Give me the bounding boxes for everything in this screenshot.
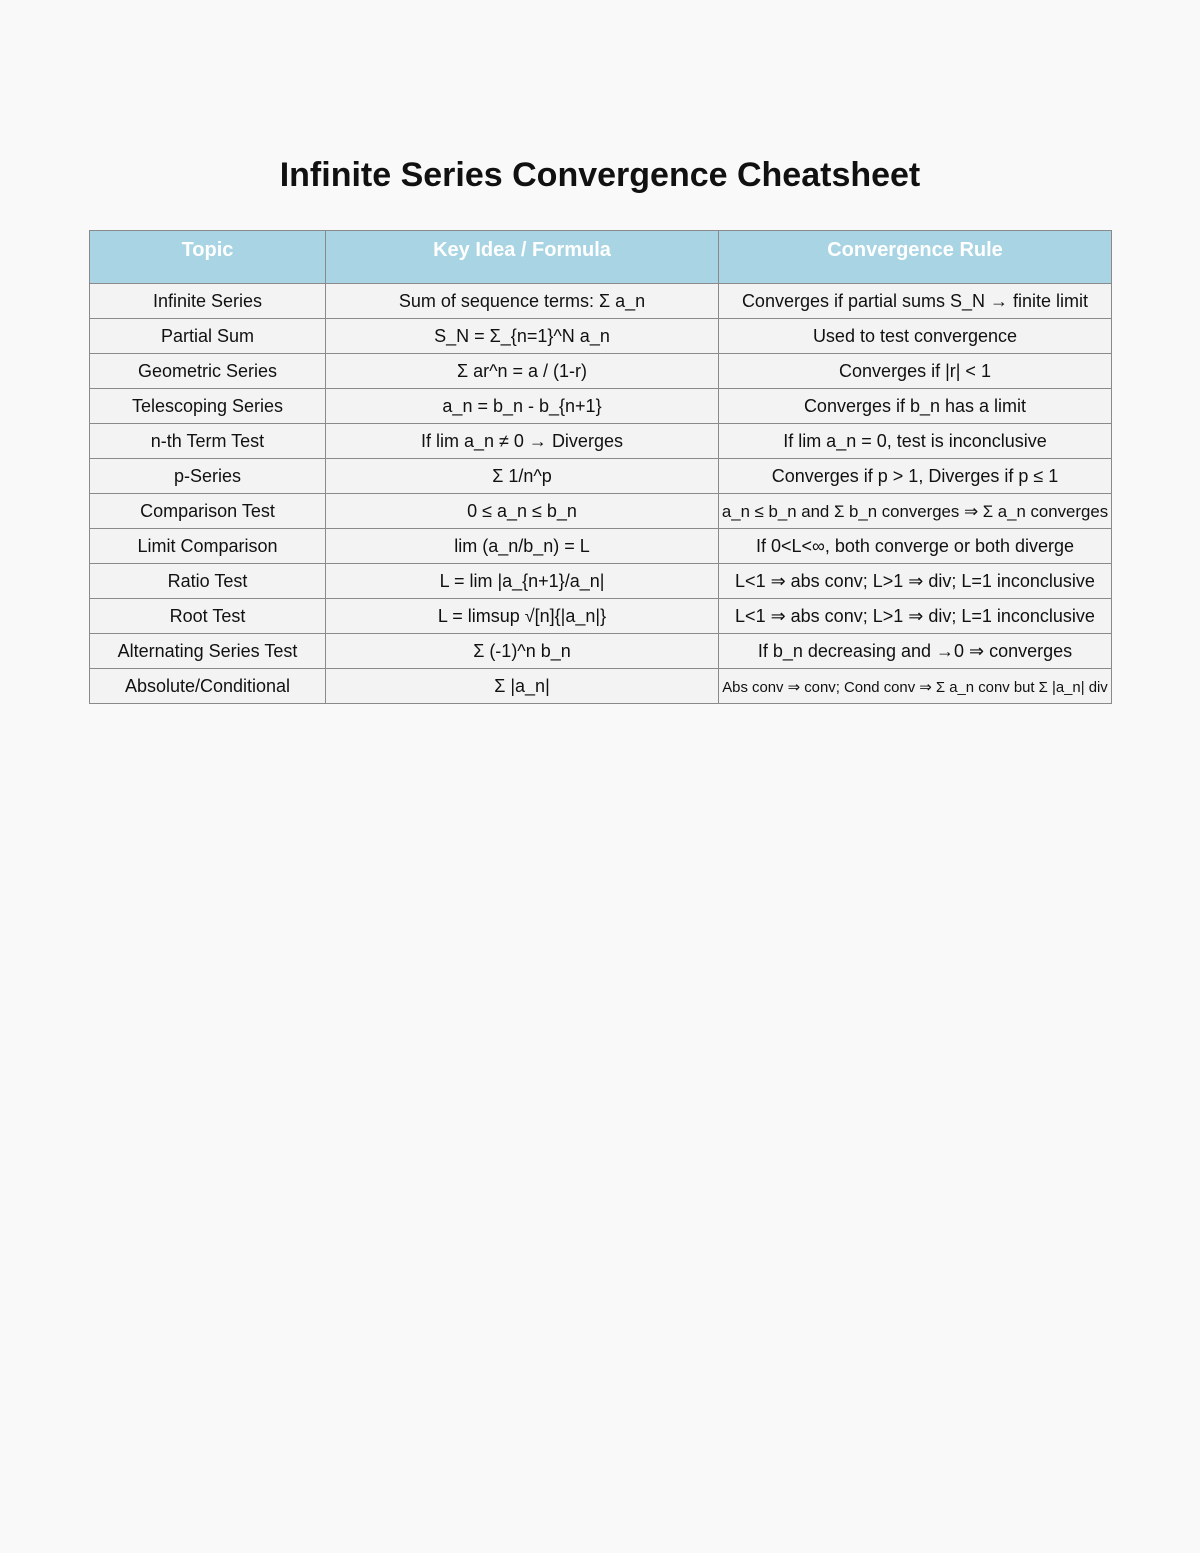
formula-cell	[326, 284, 719, 319]
table-row	[90, 424, 1112, 459]
column-header-topic: Topic	[90, 231, 326, 284]
formula-cell	[326, 494, 719, 529]
table-row	[90, 634, 1112, 669]
cheatsheet-table	[89, 230, 1112, 704]
formula-text: S_N = Σ_{n=1}^N a_n	[434, 325, 610, 346]
rule-text: If 0<L<∞, both converge or both diverge	[755, 535, 1075, 556]
topic-cell	[90, 564, 326, 599]
table-row	[90, 669, 1112, 704]
topic-text: Comparison Test	[140, 500, 275, 521]
table-row	[90, 494, 1112, 529]
column-header-convergence-rule: Convergence Rule	[719, 231, 1112, 284]
table-row	[90, 319, 1112, 354]
formula-cell	[326, 319, 719, 354]
table-row	[90, 284, 1112, 319]
topic-cell	[90, 634, 326, 669]
topic-cell	[90, 599, 326, 634]
page-title: Infinite Series Convergence Cheatsheet	[279, 156, 921, 194]
formula-text: Sum of sequence terms: Σ a_n	[398, 290, 646, 311]
topic-text: n-th Term Test	[150, 430, 265, 451]
topic-text: Ratio Test	[167, 570, 248, 591]
rule-cell	[719, 494, 1112, 529]
topic-cell	[90, 459, 326, 494]
rule-cell	[719, 284, 1112, 319]
topic-cell	[90, 494, 326, 529]
formula-text: lim (a_n/b_n) = L	[454, 535, 590, 556]
table-header-row	[90, 231, 1112, 284]
topic-cell	[90, 284, 326, 319]
formula-cell	[326, 529, 719, 564]
rule-text: Converges if b_n has a limit	[803, 395, 1027, 416]
rule-text: Used to test convergence	[812, 325, 1018, 346]
formula-cell	[326, 354, 719, 389]
rule-cell	[719, 389, 1112, 424]
formula-text: L = lim |a_{n+1}/a_n|	[439, 570, 605, 591]
rule-cell	[719, 564, 1112, 599]
rule-cell	[719, 529, 1112, 564]
table-row	[90, 354, 1112, 389]
table-row	[90, 389, 1112, 424]
topic-text: Infinite Series	[152, 290, 263, 311]
formula-text: a_n = b_n - b_{n+1}	[442, 395, 602, 416]
table-row	[90, 529, 1112, 564]
column-header-key-idea: Key Idea / Formula	[326, 231, 719, 284]
rule-text: L<1 ⇒ abs conv; L>1 ⇒ div; L=1 inconclusive	[735, 605, 1095, 626]
rule-cell	[719, 424, 1112, 459]
rule-text: If lim a_n = 0, test is inconclusive	[783, 430, 1047, 451]
topic-text: Geometric Series	[137, 360, 278, 381]
topic-cell	[90, 669, 326, 704]
formula-cell	[326, 564, 719, 599]
topic-text: Telescoping Series	[131, 395, 284, 416]
rule-text: If b_n decreasing and →0 ⇒ converges	[757, 640, 1073, 661]
rule-cell	[719, 354, 1112, 389]
topic-cell	[90, 389, 326, 424]
topic-text: p-Series	[173, 465, 242, 486]
rule-cell	[719, 319, 1112, 354]
rule-text: Converges if |r| < 1	[839, 360, 991, 381]
rule-cell	[719, 669, 1112, 704]
formula-text: L = limsup √[n]{|a_n|}	[437, 605, 607, 626]
rule-text: L<1 ⇒ abs conv; L>1 ⇒ div; L=1 inconclusive	[735, 570, 1095, 591]
table-row	[90, 599, 1112, 634]
rule-cell	[719, 599, 1112, 634]
formula-cell	[326, 424, 719, 459]
rule-text: Converges if partial sums S_N → finite limit	[741, 290, 1089, 311]
formula-cell	[326, 669, 719, 704]
formula-text: Σ |a_n|	[494, 675, 550, 696]
topic-cell	[90, 319, 326, 354]
formula-text: 0 ≤ a_n ≤ b_n	[467, 500, 577, 521]
topic-text: Alternating Series Test	[117, 640, 298, 661]
topic-text: Partial Sum	[160, 325, 255, 346]
topic-text: Absolute/Conditional	[124, 675, 291, 696]
rule-text: a_n ≤ b_n and Σ b_n converges ⇒ Σ a_n converges	[721, 501, 1109, 521]
topic-text: Limit Comparison	[137, 535, 278, 556]
rule-cell	[719, 634, 1112, 669]
topic-cell	[90, 529, 326, 564]
formula-text: If lim a_n ≠ 0 → Diverges	[421, 430, 623, 451]
topic-cell	[90, 354, 326, 389]
topic-cell	[90, 424, 326, 459]
formula-cell	[326, 599, 719, 634]
rule-text: Converges if p > 1, Diverges if p ≤ 1	[771, 465, 1059, 486]
formula-text: Σ ar^n = a / (1-r)	[456, 360, 588, 381]
formula-text: Σ (-1)^n b_n	[473, 640, 571, 661]
rule-cell	[719, 459, 1112, 494]
formula-cell	[326, 459, 719, 494]
table-row	[90, 564, 1112, 599]
formula-text: Σ 1/n^p	[492, 465, 552, 486]
rule-text: Abs conv ⇒ conv; Cond conv ⇒ Σ a_n conv but Σ |a_n| div	[722, 679, 1108, 696]
topic-text: Root Test	[169, 605, 246, 626]
table-row	[90, 459, 1112, 494]
formula-cell	[326, 634, 719, 669]
formula-cell	[326, 389, 719, 424]
